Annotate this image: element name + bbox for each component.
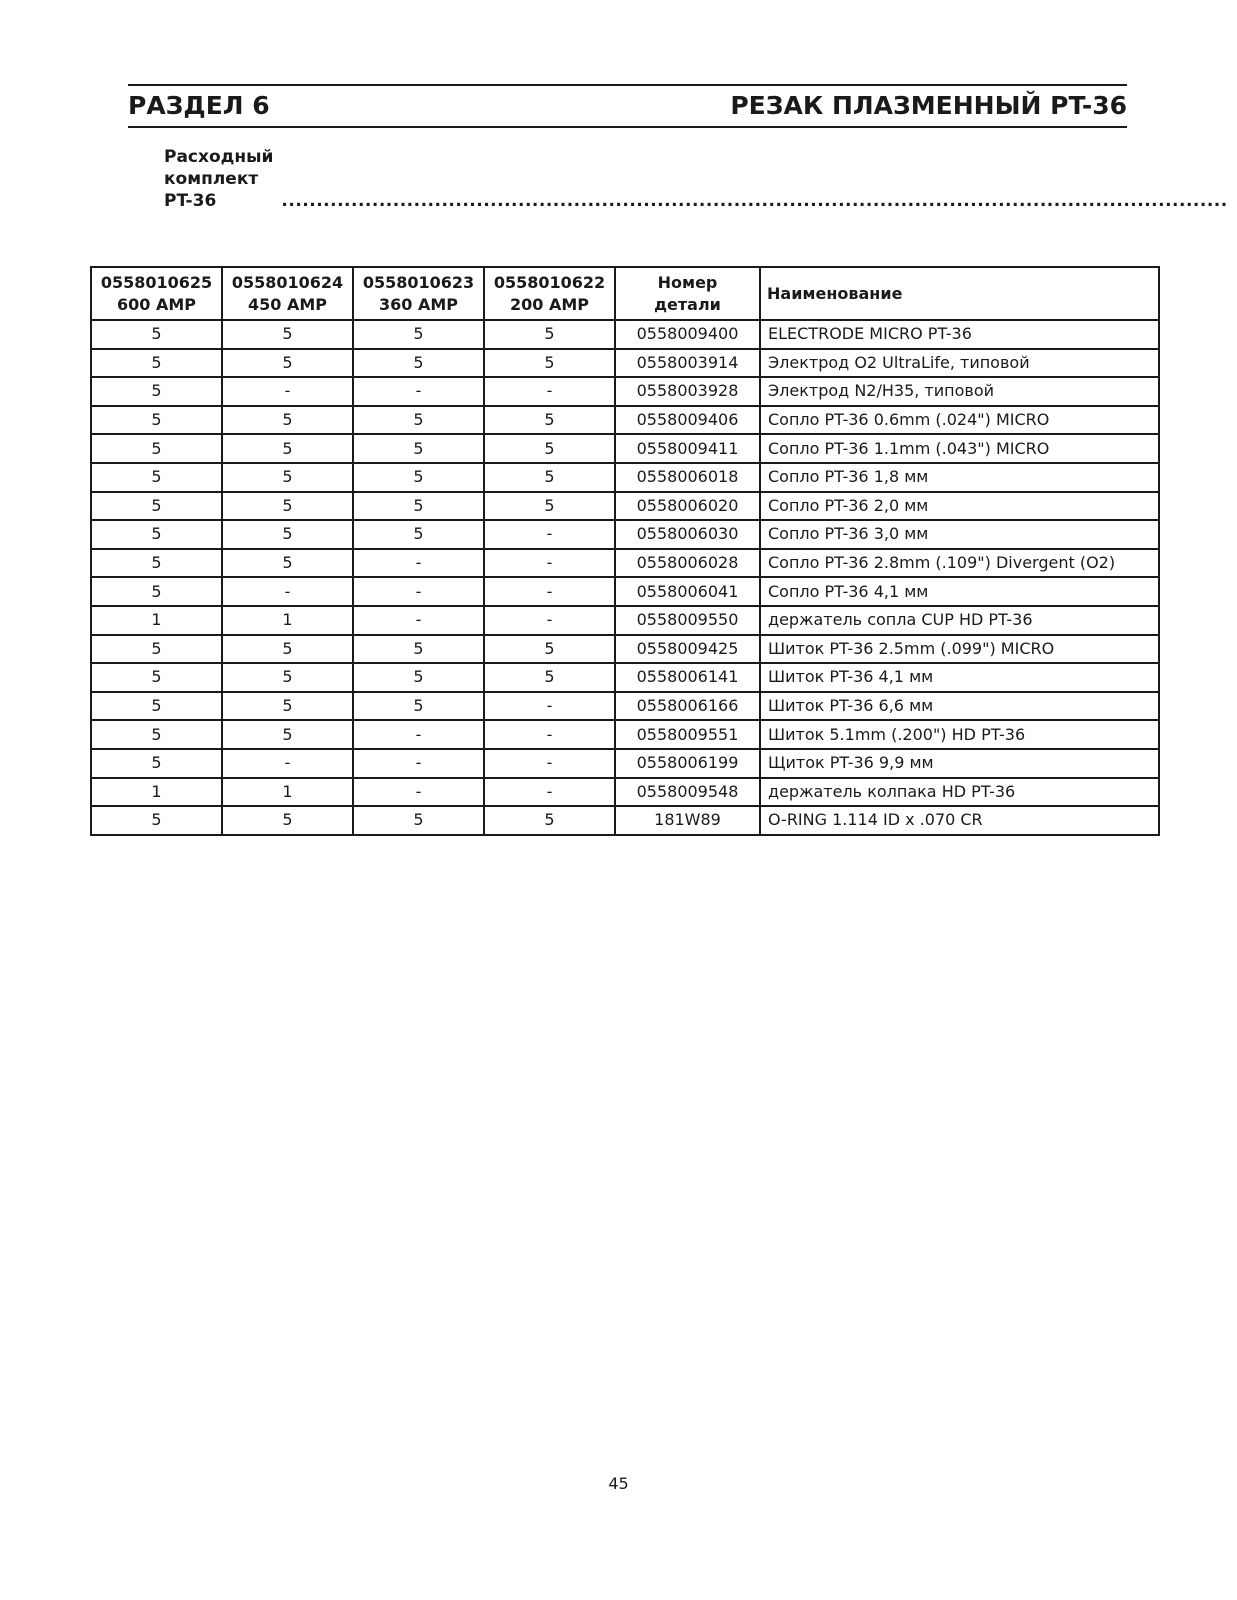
table-row — [91, 635, 1159, 664]
part-number-cell: 0558009411 — [615, 434, 760, 463]
table-row — [91, 663, 1159, 692]
qty-600a-cell: 5 — [91, 349, 222, 378]
qty-600a-cell: 5 — [91, 463, 222, 492]
column-header-360a: 0558010623 360 AMP — [353, 267, 484, 320]
qty-200a-cell: - — [484, 720, 615, 749]
kit-label: Расходный комплект PT-36 — [164, 147, 274, 211]
qty-450a-cell: 5 — [222, 635, 353, 664]
part-number-cell: 0558006041 — [615, 577, 760, 606]
qty-360a-cell: 5 — [353, 635, 484, 664]
qty-360a-cell: 5 — [353, 663, 484, 692]
qty-450a-cell: - — [222, 377, 353, 406]
table-row — [91, 320, 1159, 349]
qty-200a-cell: - — [484, 577, 615, 606]
qty-200a-cell: 5 — [484, 406, 615, 435]
table-row — [91, 349, 1159, 378]
qty-450a-cell: - — [222, 577, 353, 606]
description-cell: держатель колпака HD PT-36 — [760, 778, 1159, 807]
part-number-cell: 0558009550 — [615, 606, 760, 635]
description-cell: Шиток PT-36 6,6 мм — [760, 692, 1159, 721]
description-cell: Сопло PT-36 1.1mm (.043") MICRO — [760, 434, 1159, 463]
description-cell: Сопло PT-36 4,1 мм — [760, 577, 1159, 606]
qty-360a-cell: 5 — [353, 692, 484, 721]
table-row — [91, 377, 1159, 406]
qty-360a-cell: 5 — [353, 406, 484, 435]
qty-600a-cell: 5 — [91, 492, 222, 521]
qty-450a-cell: 5 — [222, 320, 353, 349]
qty-360a-cell: 5 — [353, 492, 484, 521]
qty-600a-cell: 5 — [91, 377, 222, 406]
qty-600a-cell: 5 — [91, 806, 222, 835]
qty-360a-cell: 5 — [353, 463, 484, 492]
qty-200a-cell: - — [484, 606, 615, 635]
part-number-cell: 0558006166 — [615, 692, 760, 721]
qty-600a-cell: 5 — [91, 434, 222, 463]
table-header-row — [91, 267, 1159, 320]
part-number-cell: 0558003914 — [615, 349, 760, 378]
part-number-cell: 0558006199 — [615, 749, 760, 778]
qty-200a-cell: - — [484, 520, 615, 549]
qty-200a-cell: - — [484, 778, 615, 807]
qty-200a-cell: - — [484, 549, 615, 578]
description-cell: O-RING 1.114 ID x .070 CR — [760, 806, 1159, 835]
qty-600a-cell: 5 — [91, 520, 222, 549]
dot-leader: ........................................................................................................................................ — [281, 191, 1228, 211]
kit-heading — [164, 147, 1228, 212]
column-header-200a: 0558010622 200 AMP — [484, 267, 615, 320]
qty-360a-cell: - — [353, 577, 484, 606]
page-title: РЕЗАК ПЛАЗМЕННЫЙ PT-36 — [730, 91, 1127, 120]
qty-200a-cell: 5 — [484, 349, 615, 378]
column-header-part-number: Номер детали — [615, 267, 760, 320]
qty-360a-cell: - — [353, 778, 484, 807]
description-cell: Сопло PT-36 0.6mm (.024") MICRO — [760, 406, 1159, 435]
table-row — [91, 692, 1159, 721]
qty-600a-cell: 5 — [91, 720, 222, 749]
column-header-600a: 0558010625 600 AMP — [91, 267, 222, 320]
qty-450a-cell: - — [222, 749, 353, 778]
part-number-cell: 181W89 — [615, 806, 760, 835]
qty-450a-cell: 5 — [222, 549, 353, 578]
qty-200a-cell: 5 — [484, 492, 615, 521]
table-row — [91, 434, 1159, 463]
page-number: 45 — [608, 1474, 629, 1493]
part-number-cell: 0558009548 — [615, 778, 760, 807]
qty-450a-cell: 5 — [222, 520, 353, 549]
table-row — [91, 778, 1159, 807]
table-row — [91, 463, 1159, 492]
description-cell: Шиток PT-36 2.5mm (.099") MICRO — [760, 635, 1159, 664]
table-row — [91, 806, 1159, 835]
part-number-cell: 0558006028 — [615, 549, 760, 578]
qty-450a-cell: 5 — [222, 434, 353, 463]
qty-200a-cell: - — [484, 749, 615, 778]
description-cell: Шиток 5.1mm (.200") HD PT-36 — [760, 720, 1159, 749]
description-cell: Шиток PT-36 4,1 мм — [760, 663, 1159, 692]
description-cell: Электрод O2 UltraLife, типовой — [760, 349, 1159, 378]
qty-600a-cell: 5 — [91, 663, 222, 692]
qty-200a-cell: 5 — [484, 320, 615, 349]
description-cell: Сопло PT-36 2,0 мм — [760, 492, 1159, 521]
qty-450a-cell: 1 — [222, 778, 353, 807]
qty-200a-cell: 5 — [484, 663, 615, 692]
qty-200a-cell: 5 — [484, 635, 615, 664]
qty-600a-cell: 5 — [91, 577, 222, 606]
description-cell: Электрод N2/H35, типовой — [760, 377, 1159, 406]
qty-450a-cell: 5 — [222, 349, 353, 378]
qty-600a-cell: 5 — [91, 406, 222, 435]
qty-450a-cell: 1 — [222, 606, 353, 635]
part-number-cell: 0558006018 — [615, 463, 760, 492]
parts-table-body — [91, 320, 1159, 835]
part-number-cell: 0558009425 — [615, 635, 760, 664]
qty-200a-cell: - — [484, 377, 615, 406]
qty-200a-cell: 5 — [484, 806, 615, 835]
qty-600a-cell: 5 — [91, 635, 222, 664]
description-cell: держатель сопла CUP HD PT-36 — [760, 606, 1159, 635]
qty-200a-cell: 5 — [484, 463, 615, 492]
qty-600a-cell: 5 — [91, 749, 222, 778]
qty-600a-cell: 1 — [91, 606, 222, 635]
description-cell: Сопло PT-36 2.8mm (.109") Divergent (O2) — [760, 549, 1159, 578]
qty-200a-cell: 5 — [484, 434, 615, 463]
table-row — [91, 520, 1159, 549]
table-row — [91, 549, 1159, 578]
qty-450a-cell: 5 — [222, 492, 353, 521]
qty-360a-cell: - — [353, 377, 484, 406]
qty-600a-cell: 5 — [91, 692, 222, 721]
table-row — [91, 406, 1159, 435]
description-cell: Сопло PT-36 1,8 мм — [760, 463, 1159, 492]
qty-600a-cell: 5 — [91, 549, 222, 578]
description-cell: ELECTRODE MICRO PT-36 — [760, 320, 1159, 349]
qty-360a-cell: - — [353, 720, 484, 749]
description-cell: Сопло PT-36 3,0 мм — [760, 520, 1159, 549]
parts-table — [90, 266, 1160, 836]
column-header-description: Наименование — [760, 267, 1159, 320]
table-row — [91, 492, 1159, 521]
qty-600a-cell: 1 — [91, 778, 222, 807]
part-number-cell: 0558009400 — [615, 320, 760, 349]
description-cell: Щиток PT-36 9,9 мм — [760, 749, 1159, 778]
qty-360a-cell: 5 — [353, 320, 484, 349]
qty-200a-cell: - — [484, 692, 615, 721]
page-header — [128, 84, 1127, 128]
qty-360a-cell: - — [353, 606, 484, 635]
qty-450a-cell: 5 — [222, 663, 353, 692]
part-number-cell: 0558006020 — [615, 492, 760, 521]
table-row — [91, 749, 1159, 778]
column-header-450a: 0558010624 450 AMP — [222, 267, 353, 320]
part-number-cell: 0558006141 — [615, 663, 760, 692]
table-row — [91, 720, 1159, 749]
part-number-cell: 0558003928 — [615, 377, 760, 406]
part-number-cell: 0558009551 — [615, 720, 760, 749]
qty-450a-cell: 5 — [222, 692, 353, 721]
qty-360a-cell: - — [353, 549, 484, 578]
qty-450a-cell: 5 — [222, 406, 353, 435]
qty-360a-cell: 5 — [353, 520, 484, 549]
qty-450a-cell: 5 — [222, 806, 353, 835]
qty-360a-cell: 5 — [353, 806, 484, 835]
qty-450a-cell: 5 — [222, 463, 353, 492]
table-row — [91, 606, 1159, 635]
qty-360a-cell: 5 — [353, 349, 484, 378]
part-number-cell: 0558009406 — [615, 406, 760, 435]
part-number-cell: 0558006030 — [615, 520, 760, 549]
table-row — [91, 577, 1159, 606]
qty-600a-cell: 5 — [91, 320, 222, 349]
qty-360a-cell: - — [353, 749, 484, 778]
qty-360a-cell: 5 — [353, 434, 484, 463]
section-label: РАЗДЕЛ 6 — [128, 91, 270, 120]
qty-450a-cell: 5 — [222, 720, 353, 749]
